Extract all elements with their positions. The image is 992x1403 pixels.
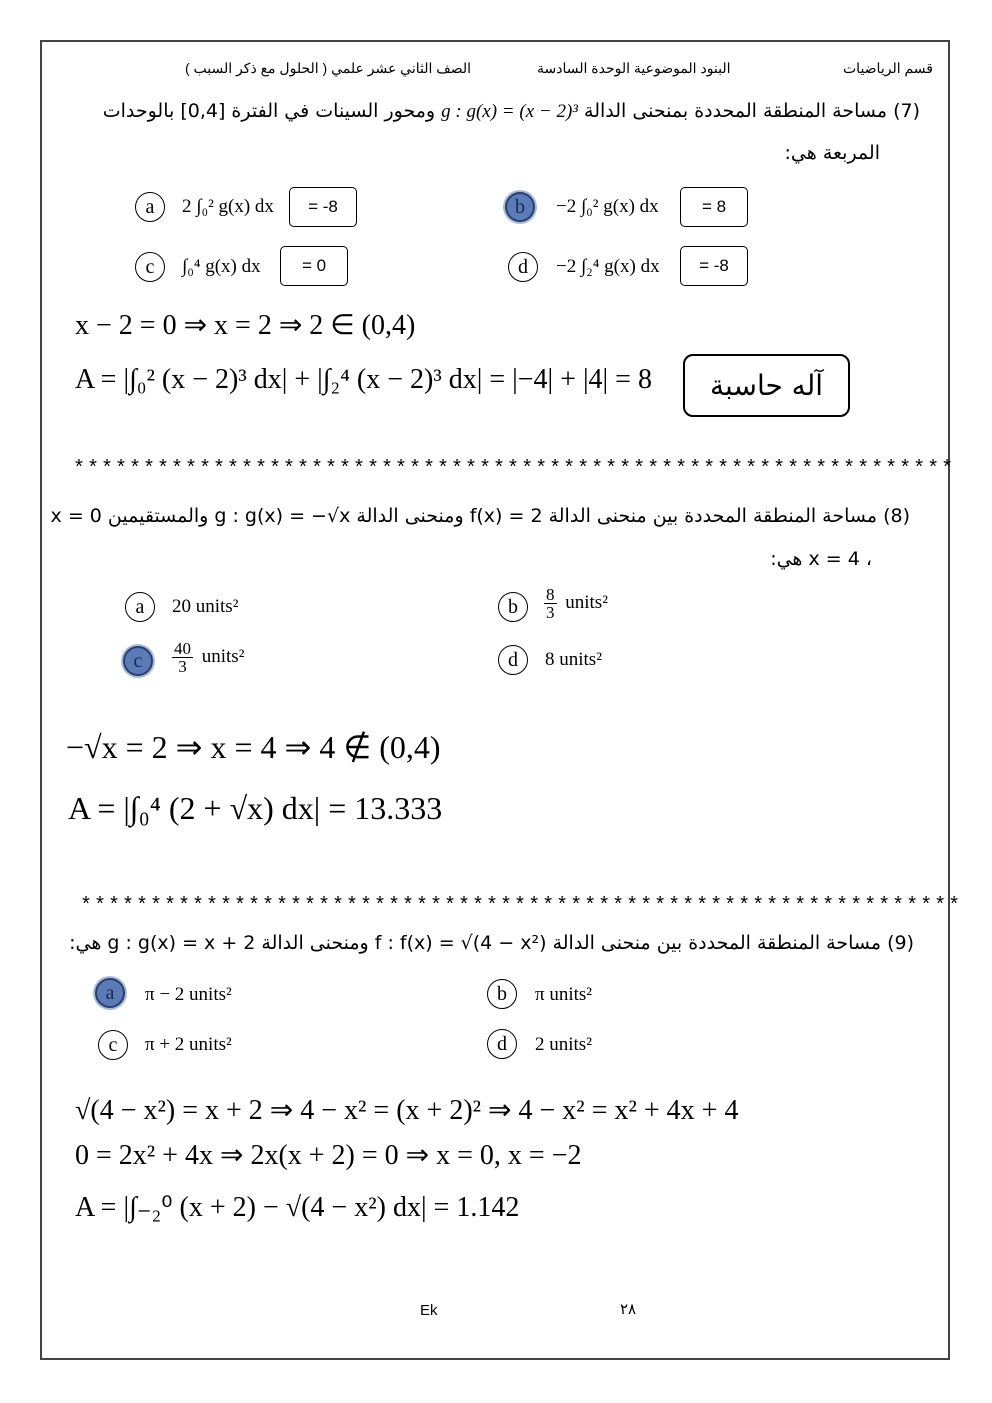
header-unit: البنود الموضوعية الوحدة السادسة [537, 60, 731, 76]
q8-option-a-circle[interactable]: a [125, 592, 155, 622]
separator-stars-2: *************************************************************** [80, 895, 963, 918]
q8-option-b-expr: $\frac{8}{3}$ units² [546, 585, 608, 622]
page-number: ٢٨ [620, 1300, 637, 1318]
q9-solution-line1: √(4 − x²) = x + 2 ⇒ 4 − x² = (x + 2)² ⇒ 4 − x² = x² + 4x + 4 [75, 1095, 739, 1126]
q7-option-c-value: = 0 [280, 246, 348, 286]
q9-option-d-circle[interactable]: d [487, 1029, 517, 1059]
q9-question-line1: (9) مساحة المنطقة المحددة بين منحنى الدالة f : f(x) = √(4 − x²) ومنحنى الدالة g : g(x) = x + 2 هي: [69, 932, 914, 954]
q9-option-a-expr: π − 2 units² [145, 984, 232, 1005]
separator-stars-1: *************************************************************** [73, 458, 956, 481]
calculator-note-box: آله حاسبة [683, 354, 850, 417]
q7-option-d-circle[interactable]: d [508, 252, 538, 282]
q9-option-d-expr: 2 units² [535, 1034, 592, 1055]
q8-question-line1: (8) مساحة المنطقة المحددة بين منحنى الدالة f(x) = 2 ومنحنى الدالة g : g(x) = −√x والمستقيمين x = 0 [50, 505, 910, 527]
q9-solution-line2: 0 = 2x² + 4x ⇒ 2x(x + 2) = 0 ⇒ x = 0, x = −2 [75, 1140, 582, 1171]
q7-option-a-value: = -8 [289, 187, 357, 227]
header-department: قسم الرياضيات [843, 60, 933, 76]
q7-question-line2: المربعة هي: [784, 142, 880, 164]
q7-option-d-expr: −2 ∫₂⁴ g(x) dx [556, 256, 660, 277]
q9-solution-line3: A = |∫₋₂⁰ (x + 2) − √(4 − x²) dx| = 1.142 [75, 1192, 520, 1223]
q7-option-b-expr: −2 ∫₀² g(x) dx [556, 196, 659, 217]
q8-option-a-expr: 20 units² [172, 596, 239, 617]
q8-question-line2: ، x = 4 هي: [770, 548, 872, 570]
q7-option-c-expr: ∫₀⁴ g(x) dx [182, 256, 261, 277]
q7-option-b-circle-selected[interactable]: b [505, 192, 535, 222]
q9-option-c-circle[interactable]: c [98, 1030, 128, 1060]
q7-solution-line1: x − 2 = 0 ⇒ x = 2 ⇒ 2 ∈ (0,4) [75, 310, 416, 341]
q9-option-c-expr: π + 2 units² [145, 1034, 232, 1055]
q8-option-d-circle[interactable]: d [498, 645, 528, 675]
q7-option-a-circle[interactable]: a [135, 192, 165, 222]
q8-option-d-expr: 8 units² [545, 649, 602, 670]
q9-option-b-expr: π units² [535, 984, 592, 1005]
q7-question-line1: (7) مساحة المنطقة المحددة بمنحنى الدالة g : g(x) = (x − 2)³ ومحور السينات في الفترة [0,4] بالوحدات [102, 100, 920, 122]
q9-option-b-circle[interactable]: b [487, 979, 517, 1009]
q7-solution-line2: A = |∫₀² (x − 2)³ dx| + |∫₂⁴ (x − 2)³ dx| = |−4| + |4| = 8 [75, 364, 652, 395]
q8-solution-line2: A = |∫₀⁴ (2 + √x) dx| = 13.333 [68, 790, 443, 826]
header-grade: الصف الثاني عشر علمي ( الحلول مع ذكر السبب ) [185, 60, 472, 76]
q7-option-a-expr: 2 ∫₀² g(x) dx [182, 196, 274, 217]
q8-solution-line1: −√x = 2 ⇒ x = 4 ⇒ 4 ∉ (0,4) [66, 729, 441, 765]
q7-option-d-value: = -8 [680, 246, 748, 286]
q8-option-c-circle-selected[interactable]: c [123, 646, 153, 676]
q9-option-a-circle-selected[interactable]: a [95, 978, 125, 1008]
q7-option-c-circle[interactable]: c [135, 252, 165, 282]
q7-function: g : g(x) = (x − 2)³ [441, 101, 578, 122]
q8-option-b-circle[interactable]: b [498, 592, 528, 622]
footer-author: Ek [420, 1302, 438, 1319]
q7-option-b-value: = 8 [680, 187, 748, 227]
q8-option-c-expr: $\frac{40}{3}$ units² [174, 639, 245, 676]
